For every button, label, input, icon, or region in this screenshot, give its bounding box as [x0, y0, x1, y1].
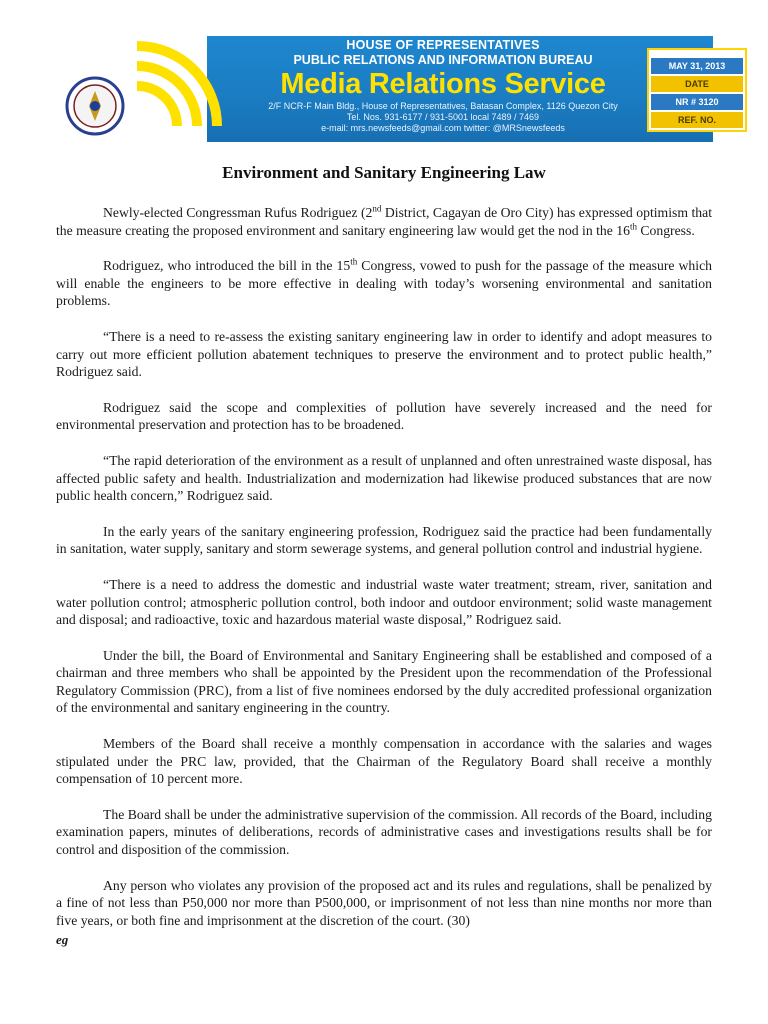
- header-text: [233, 38, 653, 134]
- org-line-2: PUBLIC RELATIONS AND INFORMATION BUREAU: [293, 53, 593, 67]
- telephone: Tel. Nos. 931-6177 / 931-5001 local 7489 / 7469: [346, 112, 540, 122]
- ref-number: NR # 3120: [651, 94, 743, 110]
- paragraph-2: Rodriguez, who introduced the bill in the 15th Congress, vowed to push for the passage of the measure which will enable the engineers to be more effective in dealing with today’s worsening environmental and sanitation problems.: [56, 256, 712, 309]
- article-title: Environment and Sanitary Engineering Law: [222, 163, 546, 182]
- date-value: MAY 31, 2013: [651, 58, 743, 74]
- paragraph-5: “The rapid deterioration of the environment as a result of unplanned and often unrestrained waste disposal, has affected public safety and health. Industrialization and modernization had likewise produced substances that are now public health concern,” Rodriguez said.: [56, 452, 712, 504]
- paragraph-10: The Board shall be under the administrative supervision of the commission. All records of the Board, including examination papers, minutes of deliberations, records of administrative cases and investigations results shall be for control and disposition of the commission.: [56, 806, 712, 858]
- date-label: DATE: [651, 76, 743, 92]
- paragraph-6: In the early years of the sanitary engineering profession, Rodriguez said the practice had been fundamentally in sanitation, water supply, sanitary and storm sewerage systems, and general pollution control and industrial hygiene.: [56, 523, 712, 557]
- article-body: [56, 204, 712, 949]
- paragraph-4: Rodriguez said the scope and complexities of pollution have severely increased and the need for environmental preservation and protection has to be broadened.: [56, 399, 712, 433]
- service-name: Media Relations Service: [280, 68, 606, 100]
- paragraph-11: Any person who violates any provision of the proposed act and its rules and regulations, shall be penalized by a fine of not less than P50,000 nor more than P500,000, or imprisonment of not less than nine months nor more than five years, or both fine and imprisonment at the discretion of the court. (30): [56, 877, 712, 928]
- header-banner: [57, 36, 726, 142]
- email-twitter: e-mail: mrs.newsfeeds@gmail.com twitter: @MRSnewsfeeds: [321, 123, 565, 133]
- ref-label: REF. NO.: [651, 112, 743, 128]
- org-line-1: HOUSE OF REPRESENTATIVES: [346, 38, 540, 52]
- date-ref-box: [647, 48, 747, 132]
- signal-waves-icon: [77, 36, 247, 142]
- paragraph-3: “There is a need to re-assess the existing sanitary engineering law in order to identify and adopt measures to carry out more efficient pollution abatement techniques to preserve the environment and to protect public health,” Rodriguez said.: [56, 328, 712, 380]
- paragraph-7: “There is a need to address the domestic and industrial waste water treatment; stream, river, sanitation and water pollution control; atmospheric pollution control, both indoor and outdoor environment; solid waste management and disposal; and radioactive, toxic and hazardous material waste disposal,” Rodriguez said.: [56, 576, 712, 628]
- paragraph-8: Under the bill, the Board of Environmental and Sanitary Engineering shall be established and composed of a chairman and three members who shall be appointed by the President upon the recommendation of the Professional Regulatory Commission (PRC), from a list of five nominees endorsed by the duly accredited professional organization of the environmental and sanitary engineering in the country.: [56, 647, 712, 716]
- address: 2/F NCR-F Main Bldg., House of Representatives, Batasan Complex, 1126 Quezon City: [268, 101, 618, 111]
- paragraph-1: Newly-elected Congressman Rufus Rodriguez (2nd District, Cagayan de Oro City) has expressed optimism that the measure creating the proposed environment and sanitary engineering law would get the nod in the 16th Congress.: [56, 203, 712, 238]
- paragraph-9: Members of the Board shall receive a monthly compensation in accordance with the salaries and wages stipulated under the PRC law, provided, that the Chairman of the Regulatory Board shall receive a monthly compensation of 10 percent more.: [56, 736, 712, 787]
- author-initials: eg: [56, 932, 69, 948]
